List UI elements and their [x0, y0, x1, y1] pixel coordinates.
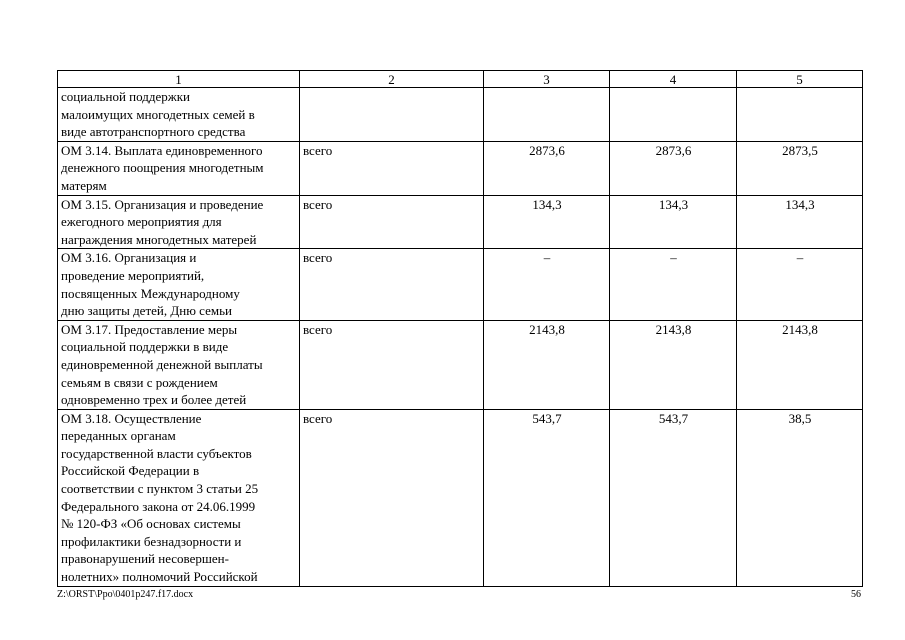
table-header-row	[58, 71, 863, 88]
value-col5-cell: 134,3	[737, 195, 863, 249]
value-col3-cell: 2873,6	[484, 141, 610, 195]
measure-name-cell: ОМ 3.18. Осуществление переданных органам государственной власти субъектов Российской Федерации в соответствии с пунктом 3 статьи 25 Федерального закона от 24.06.1999 № 120-ФЗ «Об основах системы профилактики безнадзорности и правонарушений несовершен- нолетних» полномочий Российской	[58, 409, 300, 586]
value-col5-cell: –	[737, 249, 863, 320]
file-path-footer: Z:\ORST\Ppo\0401p247.f17.docx	[57, 589, 194, 600]
header-cell: 5	[737, 71, 863, 88]
table-row	[58, 320, 863, 409]
value-col3-cell: 134,3	[484, 195, 610, 249]
funding-type-cell: всего	[300, 320, 484, 409]
value-col4-cell: 2143,8	[610, 320, 737, 409]
measure-name-cell: социальной поддержки малоимущих многодетных семей в виде автотранспортного средства	[58, 88, 300, 142]
header-cell: 1	[58, 71, 300, 88]
page-number: 56	[851, 589, 861, 600]
value-col4-cell: 543,7	[610, 409, 737, 586]
value-col4-cell: –	[610, 249, 737, 320]
funding-type-cell: всего	[300, 409, 484, 586]
table-row	[58, 249, 863, 320]
measure-name-cell: ОМ 3.16. Организация и проведение мероприятий, посвященных Международному дню защиты детей, Дню семьи	[58, 249, 300, 320]
funding-type-cell: всего	[300, 141, 484, 195]
value-col4-cell	[610, 88, 737, 142]
table-body	[58, 71, 863, 587]
funding-type-cell: всего	[300, 249, 484, 320]
measure-name-cell: ОМ 3.14. Выплата единовременного денежного поощрения многодетным матерям	[58, 141, 300, 195]
measure-name-cell: ОМ 3.17. Предоставление меры социальной поддержки в виде единовременной денежной выплаты семьям в связи с рождением одновременно трех и более детей	[58, 320, 300, 409]
header-cell: 3	[484, 71, 610, 88]
table-row	[58, 88, 863, 142]
measure-name-cell: ОМ 3.15. Организация и проведение ежегодного мероприятия для награждения многодетных матерей	[58, 195, 300, 249]
value-col5-cell: 2143,8	[737, 320, 863, 409]
funding-type-cell	[300, 88, 484, 142]
value-col5-cell	[737, 88, 863, 142]
table-row	[58, 141, 863, 195]
value-col3-cell: 2143,8	[484, 320, 610, 409]
value-col4-cell: 134,3	[610, 195, 737, 249]
budget-table	[57, 70, 863, 587]
header-cell: 2	[300, 71, 484, 88]
table-row	[58, 195, 863, 249]
value-col3-cell	[484, 88, 610, 142]
value-col3-cell: 543,7	[484, 409, 610, 586]
header-cell: 4	[610, 71, 737, 88]
value-col3-cell: –	[484, 249, 610, 320]
table-row	[58, 409, 863, 586]
value-col5-cell: 38,5	[737, 409, 863, 586]
value-col4-cell: 2873,6	[610, 141, 737, 195]
value-col5-cell: 2873,5	[737, 141, 863, 195]
funding-type-cell: всего	[300, 195, 484, 249]
